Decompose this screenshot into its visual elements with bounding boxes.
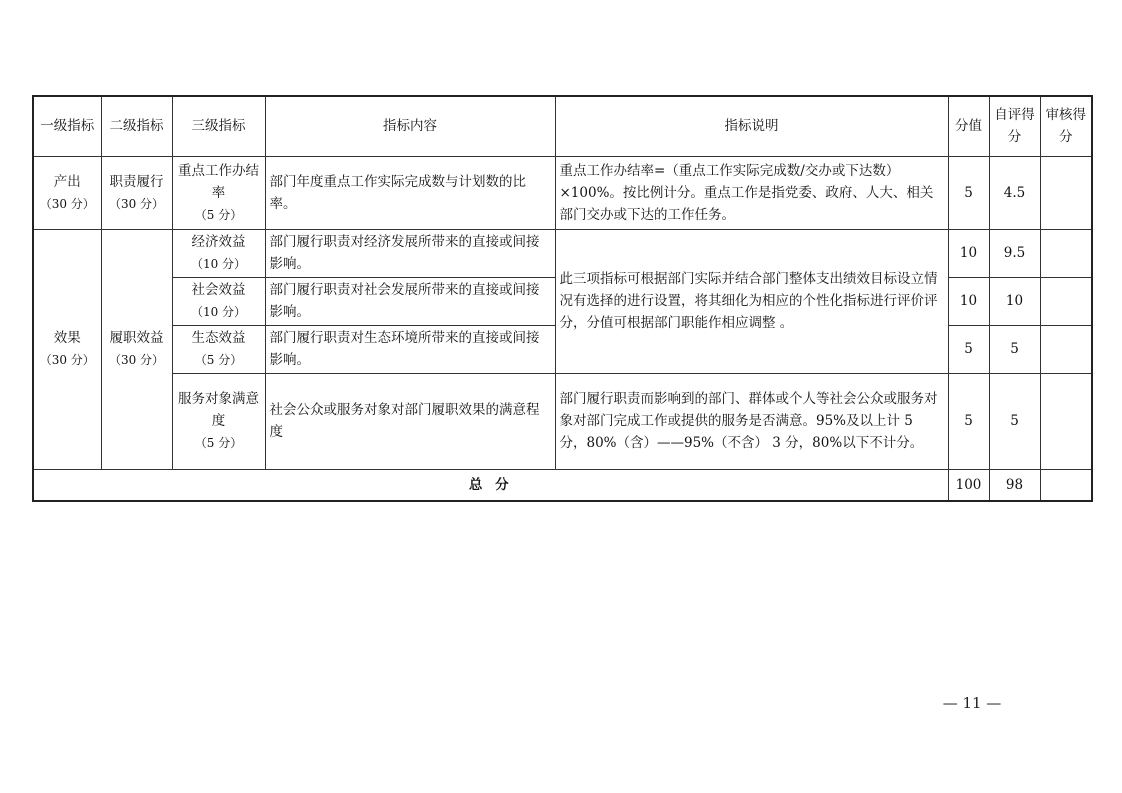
audit-score-cell	[1040, 325, 1092, 373]
audit-score-cell	[1040, 277, 1092, 325]
self-score-cell: 10	[989, 277, 1040, 325]
header-self-score: 自评得分	[989, 96, 1040, 156]
table-row	[33, 373, 1092, 469]
performance-evaluation-table	[32, 95, 1093, 502]
level1-cell	[33, 229, 101, 469]
level1-cell	[33, 156, 101, 229]
level2-weight: （30 分）	[108, 353, 165, 367]
explanation-cell: 部门履行职责而影响到的部门、群体或个人等社会公众或服务对象对部门完成工作或提供的服务是否满意。95%及以上计 5 分，80%（含）——95%（不含） 3 分，80%以下不计分。	[555, 373, 948, 469]
self-score-cell: 5	[989, 373, 1040, 469]
level3-cell	[172, 373, 265, 469]
score-cell: 10	[948, 277, 989, 325]
level3-name: 社会效益	[191, 282, 246, 298]
level1-name: 效果	[53, 330, 81, 346]
content-cell: 社会公众或服务对象对部门履职效果的满意程度	[265, 373, 555, 469]
header-explanation: 指标说明	[555, 96, 948, 156]
level3-cell	[172, 229, 265, 277]
score-cell: 10	[948, 229, 989, 277]
total-self-score: 98	[989, 469, 1040, 501]
total-audit-score	[1040, 469, 1092, 501]
level3-weight: （5 分）	[194, 436, 243, 450]
self-score-cell: 5	[989, 325, 1040, 373]
score-cell: 5	[948, 156, 989, 229]
content-cell: 部门履行职责对社会发展所带来的直接或间接影响。	[265, 277, 555, 325]
table-row	[33, 229, 1092, 277]
level3-weight: （10 分）	[190, 257, 247, 271]
page-number: — 11 —	[942, 694, 1002, 712]
level3-weight: （5 分）	[194, 353, 243, 367]
self-score-cell: 9.5	[989, 229, 1040, 277]
level2-cell	[101, 229, 172, 469]
level1-weight: （30 分）	[39, 196, 95, 211]
level1-name: 产出	[53, 173, 81, 190]
header-row	[33, 96, 1092, 156]
header-score: 分值	[948, 96, 989, 156]
total-label: 总 分	[33, 469, 948, 501]
level3-name: 重点工作办结率	[178, 162, 259, 201]
table-row	[33, 156, 1092, 229]
level3-cell	[172, 325, 265, 373]
score-cell: 5	[948, 325, 989, 373]
level2-name: 履职效益	[109, 330, 164, 346]
level3-name: 经济效益	[191, 234, 246, 250]
level3-name: 服务对象满意度	[178, 391, 259, 429]
level3-cell	[172, 156, 265, 229]
total-row	[33, 469, 1092, 501]
audit-score-cell	[1040, 156, 1092, 229]
header-level3: 三级指标	[172, 96, 265, 156]
header-audit-score: 审核得分	[1040, 96, 1092, 156]
self-score-cell: 4.5	[989, 156, 1040, 229]
audit-score-cell	[1040, 229, 1092, 277]
level3-weight: （5 分）	[194, 207, 243, 222]
header-content: 指标内容	[265, 96, 555, 156]
header-level2: 二级指标	[101, 96, 172, 156]
level2-weight: （30 分）	[108, 196, 165, 211]
level1-weight: （30 分）	[39, 353, 95, 367]
content-cell: 部门年度重点工作实际完成数与计划数的比率。	[265, 156, 555, 229]
level3-weight: （10 分）	[190, 305, 247, 319]
level2-name: 职责履行	[109, 173, 164, 190]
level3-name: 生态效益	[191, 330, 246, 346]
header-level1: 一级指标	[33, 96, 101, 156]
content-cell: 部门履行职责对生态环境所带来的直接或间接影响。	[265, 325, 555, 373]
score-cell: 5	[948, 373, 989, 469]
level3-cell	[172, 277, 265, 325]
content-cell: 部门履行职责对经济发展所带来的直接或间接影响。	[265, 229, 555, 277]
total-score: 100	[948, 469, 989, 501]
explanation-cell: 重点工作办结率=（重点工作实际完成数/交办或下达数）×100%。按比例计分。重点工作是指党委、政府、人大、相关部门交办或下达的工作任务。	[555, 156, 948, 229]
level2-cell	[101, 156, 172, 229]
shared-explanation-cell: 此三项指标可根据部门实际并结合部门整体支出绩效目标设立情况有选择的进行设置，将其细化为相应的个性化指标进行评价评分，分值可根据部门职能作相应调整 。	[555, 229, 948, 373]
audit-score-cell	[1040, 373, 1092, 469]
